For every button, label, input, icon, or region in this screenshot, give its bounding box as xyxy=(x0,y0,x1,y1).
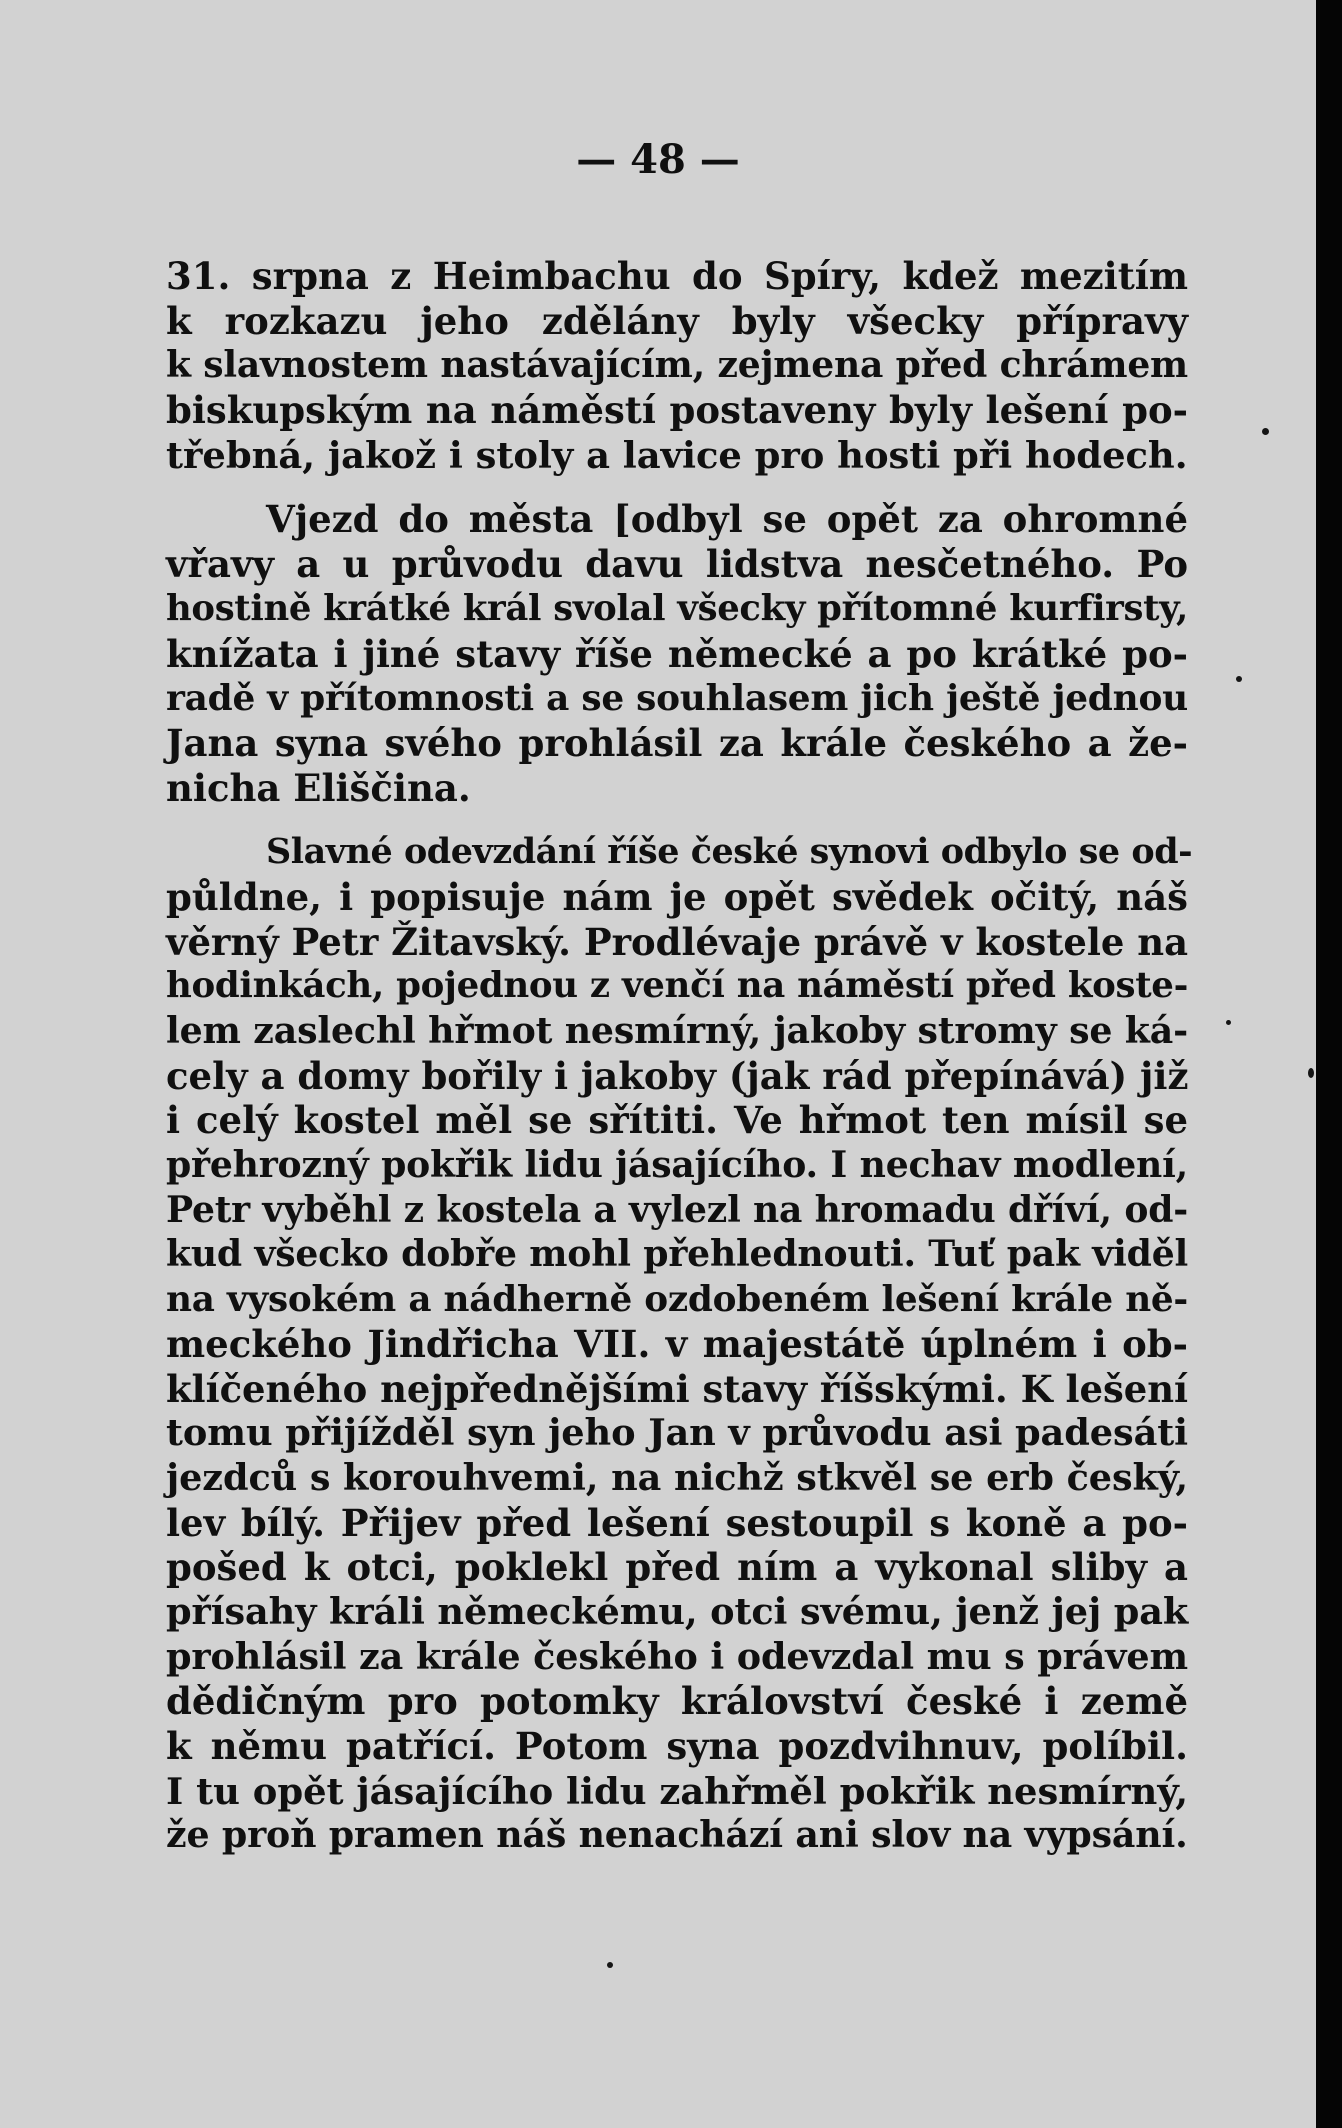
text-line: Vjezd do města [odbyl se opět za ohromné xyxy=(266,497,1188,542)
text-line: k němu patřící. Potom syna pozdvihnuv, políbil. xyxy=(166,1724,1188,1768)
text-line: klíčeného nejpřednějšími stavy říšskými. K lešení xyxy=(166,1366,1189,1411)
ink-speck xyxy=(607,1962,613,1968)
text-line: kud všecko dobře mohl přehlednouti. Tuť pak viděl xyxy=(166,1232,1188,1276)
text-line: i celý kostel měl se sřítiti. Ve hřmot ten mísil se xyxy=(166,1098,1188,1143)
text-line: cely a domy bořily i jakoby (jak rád přepínává) již xyxy=(166,1053,1189,1098)
paragraph-3 xyxy=(166,830,1193,1858)
paragraph-1 xyxy=(166,254,1188,477)
text-line: meckého Jindřicha VII. v majestátě úplném i ob- xyxy=(166,1321,1188,1366)
text-line: dědičným pro potomky království české i země xyxy=(166,1679,1188,1724)
text-line: tomu přijížděl syn jeho Jan v průvodu asi padesáti xyxy=(166,1411,1188,1455)
body-text xyxy=(166,254,1193,1878)
text-line: k slavnostem nastávajícím, zejmena před chrámem xyxy=(166,343,1188,387)
text-line: Petr vyběhl z kostela a vylezl na hromadu dříví, od- xyxy=(166,1187,1188,1231)
text-line: biskupským na náměstí postaveny byly lešení po- xyxy=(166,388,1188,433)
text-line: třebná, jakož i stoly a lavice pro hosti při hodech. xyxy=(166,432,1188,477)
text-line: k rozkazu jeho zdělány byly všecky přípravy xyxy=(166,298,1188,343)
text-line: Slavné odevzdání říše české synovi odbylo se od- xyxy=(266,831,1193,873)
text-line: I tu opět jásajícího lidu zahřměl pokřik nesmírný, xyxy=(166,1768,1188,1813)
text-line: radě v přítomnosti a se souhlasem jich ještě jednou xyxy=(166,677,1188,720)
page-number: — 48 — xyxy=(576,136,740,183)
text-line: půldne, i popisuje nám je opět svědek očitý, náš xyxy=(166,874,1188,919)
text-line: 31. srpna z Heimbachu do Spíry, kdež mezitím xyxy=(166,254,1188,298)
text-line: prohlásil za krále českého i odevzdal mu s právem xyxy=(166,1634,1188,1678)
text-line: lem zaslechl hřmot nesmírný, jakoby stromy se ká- xyxy=(166,1009,1188,1052)
text-line: nicha Eliščina. xyxy=(166,765,471,810)
ink-speck xyxy=(1262,428,1269,435)
text-line: přehrozný pokřik lidu jásajícího. I nechav modlení, xyxy=(166,1143,1188,1187)
text-line: vřavy a u průvodu davu lidstva nesčetného. Po xyxy=(166,542,1188,587)
text-line: přísahy králi německému, otci svému, jenž jej pak xyxy=(166,1589,1189,1633)
paragraph-2 xyxy=(166,497,1188,810)
text-line: jezdců s korouhvemi, na nichž stkvěl se erb český, xyxy=(166,1455,1188,1499)
text-line: hostině krátké král svolal všecky přítomné kurfirsty, xyxy=(166,587,1188,629)
text-line: lev bílý. Přijev před lešení sestoupil s koně a po- xyxy=(166,1500,1188,1545)
text-line: knížata i jiné stavy říše německé a po krátké po- xyxy=(166,631,1188,676)
text-line: hodinkách, pojednou z venčí na náměstí před koste- xyxy=(166,965,1188,1007)
page-edge-shadow xyxy=(1316,0,1342,2128)
ink-speck xyxy=(1236,676,1242,682)
text-line: že proň pramen náš nenachází ani slov na vypsání. xyxy=(166,1813,1188,1857)
ink-speck xyxy=(1226,1020,1231,1025)
text-line: pošed k otci, poklekl před ním a vykonal sliby a xyxy=(166,1545,1188,1590)
ink-speck xyxy=(1308,1068,1314,1078)
text-line: na vysokém a nádherně ozdobeném lešení krále ně- xyxy=(166,1278,1188,1321)
text-line: věrný Petr Žitavský. Prodlévaje právě v kostele na xyxy=(166,919,1188,964)
text-line: Jana syna svého prohlásil za krále českého a že- xyxy=(166,720,1188,765)
